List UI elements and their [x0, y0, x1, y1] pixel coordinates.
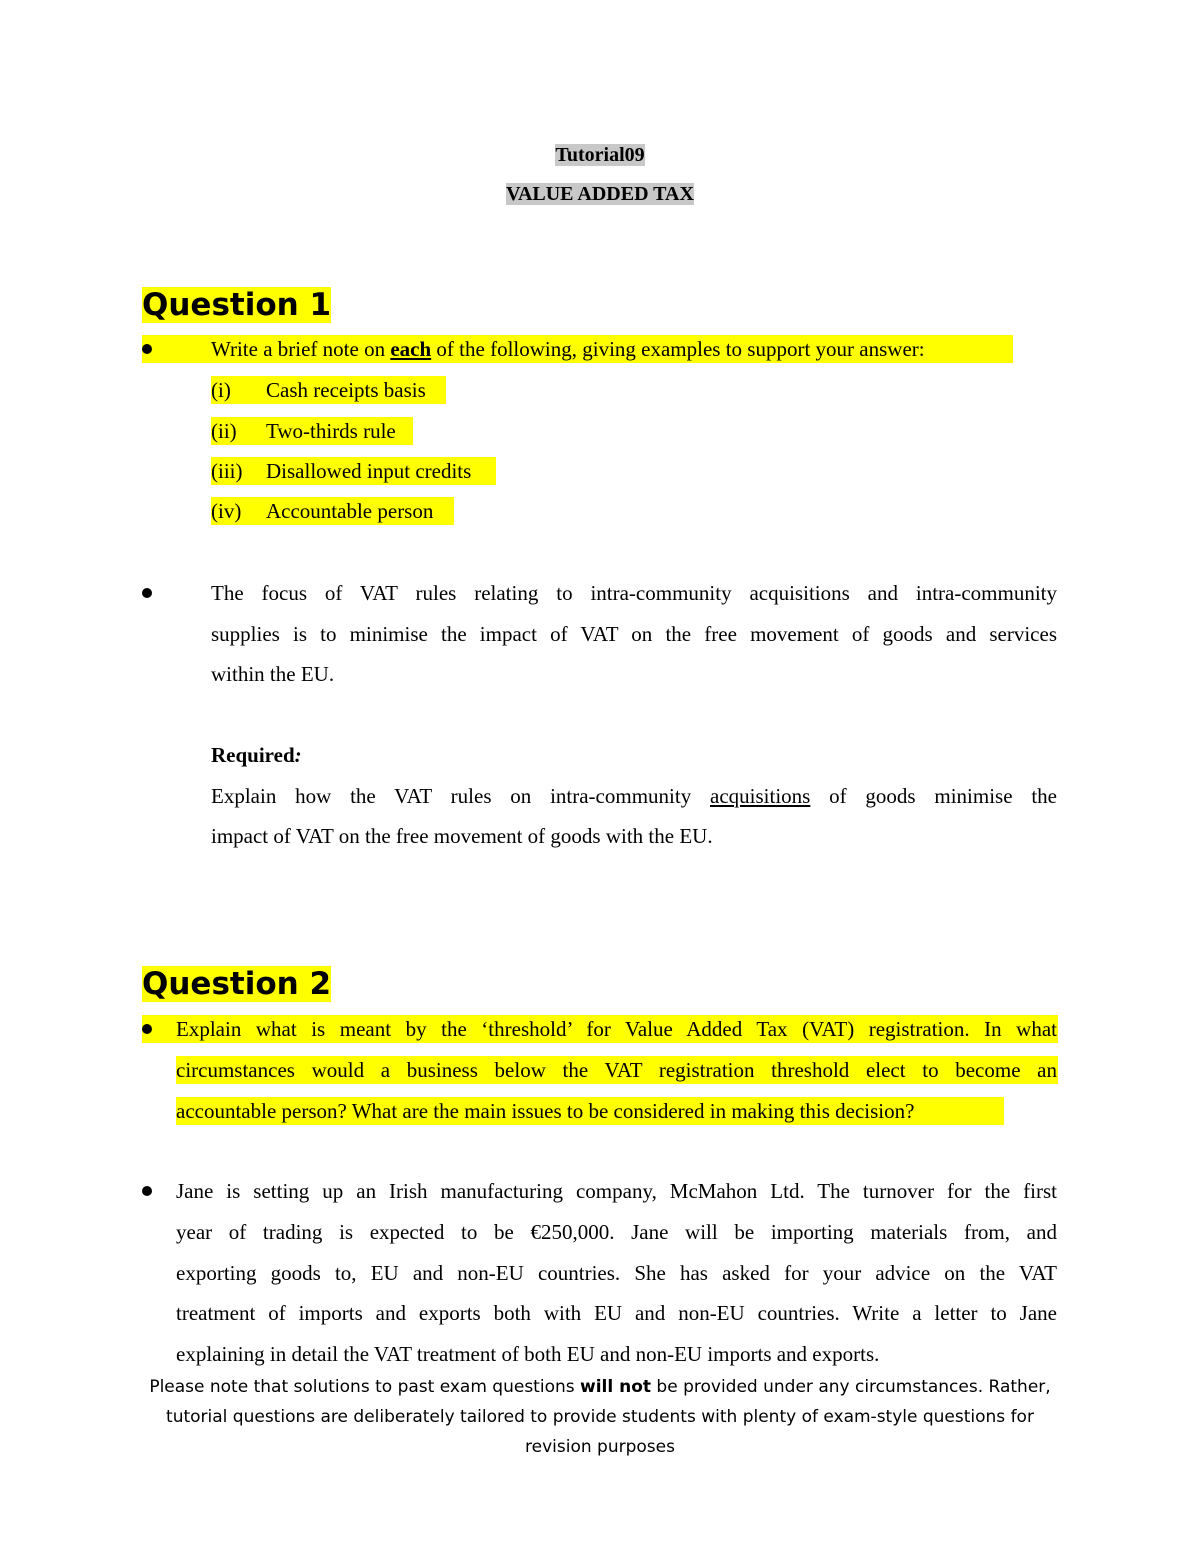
question-2-heading-text: Question 2 — [142, 966, 332, 1002]
q2-bullet2-line: treatment of imports and exports both with EU and non-EU countries. Write a letter to Jane — [176, 1301, 1057, 1325]
subject-title-text: VALUE ADDED TAX — [506, 183, 694, 205]
q1-bullet1-text — [211, 335, 925, 363]
tutorial-title-text: Tutorial09 — [555, 144, 645, 166]
q2-bullet1-line: circumstances would a business below the VAT registration threshold elect to become an — [176, 1058, 1057, 1082]
q1-explain-line2: impact of VAT on the free movement of goods with the EU. — [211, 824, 713, 848]
footer-post: be provided under any circumstances. Rather, — [651, 1377, 1051, 1397]
q1-bullet1-pre: Write a brief note on — [211, 337, 391, 361]
q1-item-text: Disallowed input credits — [266, 459, 472, 483]
question-2-heading — [142, 965, 331, 1003]
q1-explain-line1 — [211, 782, 1057, 810]
q2-bullet2-line: year of trading is expected to be €250,000. Jane will be importing materials from, and — [176, 1220, 1057, 1244]
tutorial-title — [0, 144, 1200, 167]
q2-bullet2-line: explaining in detail the VAT treatment of both EU and non-EU imports and exports. — [176, 1342, 880, 1366]
bullet-icon — [142, 1186, 152, 1196]
q2-bullet2-line: Jane is setting up an Irish manufacturing company, McMahon Ltd. The turnover for the first — [176, 1179, 1057, 1203]
q1-item-numeral: (i) — [211, 378, 231, 402]
subject-title — [0, 183, 1200, 206]
q1-item-text: Accountable person — [266, 499, 434, 523]
q1-item-numeral: (iv) — [211, 499, 242, 523]
q1-item-numeral: (ii) — [211, 419, 237, 443]
q2-bullet1-line: accountable person? What are the main issues to be considered in making this decision? — [176, 1099, 915, 1123]
q1-explain-post: of goods minimise the — [810, 784, 1057, 808]
required-label-text: Required — [211, 743, 295, 767]
question-1-heading-text: Question 1 — [142, 287, 332, 323]
q1-bullet1-post: of the following, giving examples to support your answer: — [431, 337, 925, 361]
q1-explain-pre: Explain how the VAT rules on intra-community — [211, 784, 710, 808]
q2-bullet2-line: exporting goods to, EU and non-EU countries. She has asked for your advice on the VAT — [176, 1261, 1057, 1285]
footer-note-line1 — [100, 1372, 1100, 1402]
footer-pre: Please note that solutions to past exam questions — [149, 1377, 581, 1397]
q1-item-text: Two-thirds rule — [266, 419, 396, 443]
required-label — [211, 741, 302, 769]
q1-item-text: Cash receipts basis — [266, 378, 426, 402]
q2-bullet1-line: Explain what is meant by the ‘threshold’ for Value Added Tax (VAT) registration. In what — [176, 1017, 1057, 1041]
question-1-heading — [142, 286, 331, 324]
q1-bullet1-emph: each — [390, 337, 432, 361]
footer-emph: will not — [580, 1377, 652, 1397]
q1-explain-emph: acquisitions — [710, 784, 811, 808]
q1-bullet2-line: The focus of VAT rules relating to intra-community acquisitions and intra-community — [211, 581, 1057, 605]
footer-note-line2: tutorial questions are deliberately tailored to provide students with plenty of exam-style questions for — [166, 1407, 1034, 1427]
q1-item-numeral: (iii) — [211, 459, 243, 483]
bullet-icon — [142, 344, 152, 354]
required-colon: : — [294, 743, 302, 767]
footer-note-line3: revision purposes — [525, 1437, 675, 1457]
bullet-icon — [142, 1024, 152, 1034]
bullet-icon — [142, 588, 152, 598]
q1-bullet2-line: within the EU. — [211, 662, 335, 686]
q1-bullet2-line: supplies is to minimise the impact of VAT on the free movement of goods and services — [211, 622, 1057, 646]
